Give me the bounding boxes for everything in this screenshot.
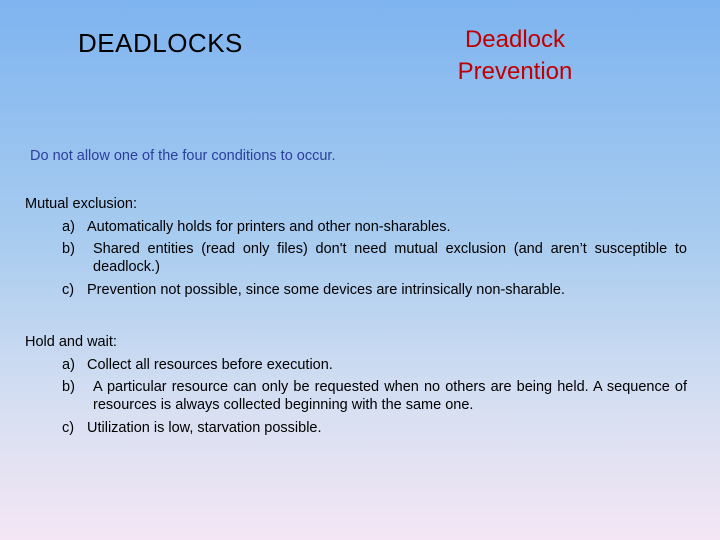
slide-subtitle bbox=[430, 24, 600, 88]
section-heading: Mutual exclusion: bbox=[25, 196, 138, 212]
list-item bbox=[25, 417, 687, 440]
list-marker: b) bbox=[62, 241, 75, 257]
list-marker: a) bbox=[62, 218, 75, 235]
list-item-text: Utilization is low, starvation possible. bbox=[87, 420, 322, 436]
list-item bbox=[25, 238, 687, 279]
subtitle-line-1: Deadlock bbox=[464, 26, 566, 53]
list-item-text: Collect all resources before execution. bbox=[87, 356, 333, 373]
list-item bbox=[25, 354, 687, 377]
list-item bbox=[25, 216, 687, 239]
list-item-text: A particular resource can only be requested when no others are being held. A sequence of resources is always collected beginning with the same one. bbox=[93, 379, 687, 413]
list-item bbox=[25, 376, 687, 417]
list-marker: a) bbox=[62, 356, 75, 373]
list-item bbox=[25, 279, 687, 302]
section-heading: Hold and wait: bbox=[25, 334, 117, 350]
intro-text: Do not allow one of the four conditions to occur. bbox=[30, 148, 336, 164]
section-mutual-exclusion bbox=[25, 193, 687, 302]
list-marker: c) bbox=[62, 282, 75, 298]
list-item-text: Prevention not possible, since some devices are intrinsically non-sharable. bbox=[87, 282, 565, 298]
list-marker: c) bbox=[62, 420, 75, 436]
list-marker: b) bbox=[62, 379, 75, 395]
slide-title: DEADLOCKS bbox=[78, 28, 243, 58]
list-item-text: Shared entities (read only files) don't need mutual exclusion (and aren’t susceptible to deadlock.) bbox=[93, 241, 687, 275]
section-hold-and-wait bbox=[25, 331, 687, 440]
subtitle-line-2: Prevention bbox=[457, 58, 573, 85]
list-item-text: Automatically holds for printers and other non-sharables. bbox=[87, 218, 451, 235]
